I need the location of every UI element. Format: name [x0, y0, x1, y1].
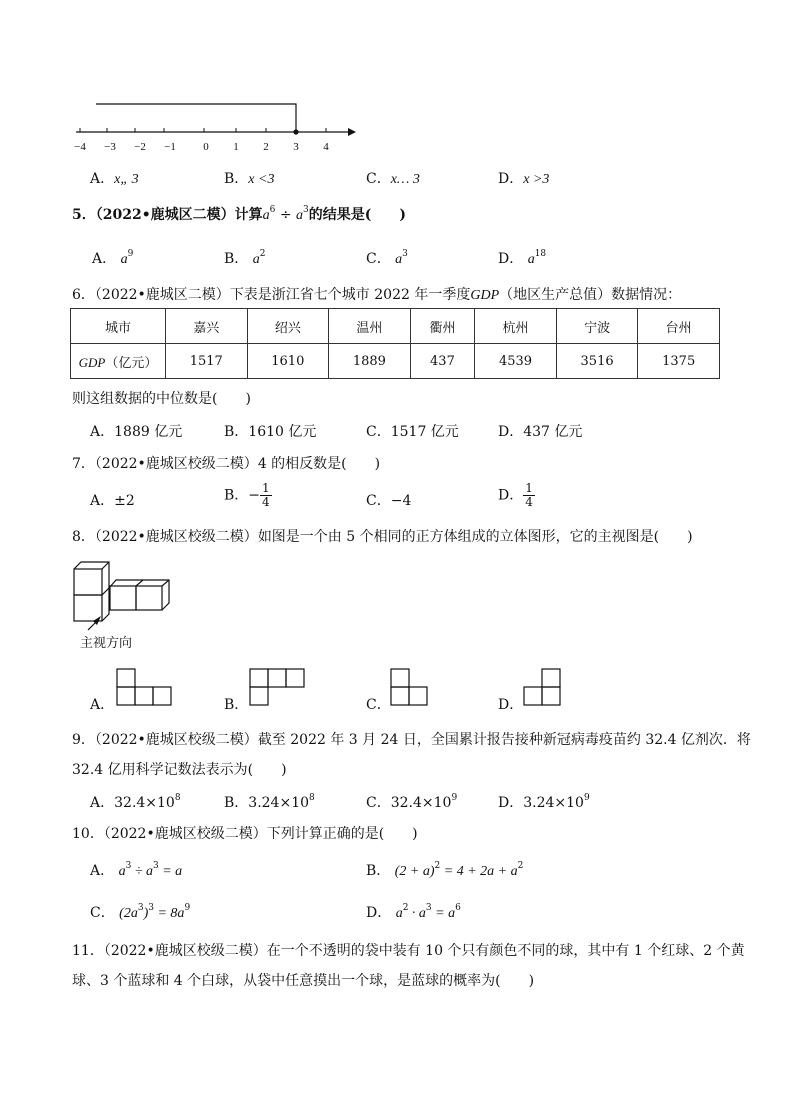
q9-option-c[interactable]: C．$32.4\times 10^9$: [366, 793, 458, 811]
q4-option-c[interactable]: C．x… 3: [366, 171, 420, 187]
q5-option-b[interactable]: B． $a^2$: [224, 249, 266, 267]
q8-option-c-label[interactable]: C．: [366, 697, 391, 713]
table-row: [71, 309, 720, 344]
q8-option-b-figure[interactable]: [249, 667, 307, 707]
q8-option-d-label[interactable]: D．: [498, 697, 524, 713]
fraction: $\frac{1}{4}$: [525, 481, 533, 509]
tick-label: −4: [74, 141, 86, 153]
q9-option-a[interactable]: A．$32.4\times 10^8$: [90, 793, 181, 811]
q8-option-a-label[interactable]: A．: [90, 697, 115, 713]
table-cell: 1610: [247, 344, 329, 379]
q6-option-a[interactable]: A．1889 亿元: [90, 424, 183, 440]
q9-stem-line1: 9．（2022•鹿城区校级二模）截至 2022 年 3 月 24 日，全国累计报告接种新冠病毒疫苗约 32.4 亿剂次．将: [72, 732, 751, 748]
q10-stem: 10．（2022•鹿城区校级二模）下列计算正确的是( ): [72, 826, 418, 842]
q7-stem: 7．（2022•鹿城区校级二模）4 的相反数是( ): [72, 456, 381, 472]
view-direction-label: 主视方向: [80, 636, 133, 651]
q11-stem-line1: 11．（2022•鹿城区校级二模）在一个不透明的袋中装有 10 个只有颜色不同的球，其中有 1 个红球、2 个黄: [72, 943, 745, 959]
table-header-cell: 杭州: [475, 309, 557, 344]
q10-option-b[interactable]: B． $(2 + a)^2 = 4 + 2a + a^2$: [366, 861, 524, 879]
q11-stem-line2: 球、3 个蓝球和 4 个白球，从袋中任意摸出一个球，是蓝球的概率为( ): [72, 973, 535, 989]
q10-option-a[interactable]: A． $a^3 \div a^3 = a$: [90, 861, 183, 879]
q6-followup: 则这组数据的中位数是( ): [72, 391, 251, 407]
q9-option-d[interactable]: D．$3.24\times 10^9$: [498, 793, 590, 811]
q10-option-c[interactable]: C． $(2a^3)^3 = 8a^9$: [90, 903, 191, 921]
q6-option-d[interactable]: D．437 亿元: [498, 424, 583, 440]
q8-option-a-figure[interactable]: [116, 667, 174, 707]
tick-label: 2: [263, 141, 269, 153]
q8-option-d-figure[interactable]: [523, 667, 563, 707]
q6-stem: 6．（2022•鹿城区二模）下表是浙江省七个城市 2022 年一季度GDP（地区生产总值）数据情况：: [72, 287, 682, 303]
q7-option-d[interactable]: D． $\frac{1}{4}$: [498, 481, 533, 509]
q8-option-c-figure[interactable]: [390, 667, 430, 707]
gdp-table: [70, 308, 720, 379]
table-header-cell: 宁波: [556, 309, 638, 344]
q5-option-a[interactable]: A． $a^9$: [92, 249, 134, 267]
table-cell: 1517: [166, 344, 248, 379]
q6-option-c[interactable]: C．1517 亿元: [366, 424, 459, 440]
tick-label: −3: [104, 141, 116, 153]
tick-label: 3: [293, 141, 299, 153]
q5-option-d[interactable]: D． $a^{18}$: [498, 249, 547, 267]
q8-stem: 8．（2022•鹿城区校级二模）如图是一个由 5 个相同的正方体组成的立体图形，它的主视图是( ): [72, 529, 693, 545]
q5-stem: 5．（2022•鹿城区二模）计算$a^6 \div a^3$的结果是( ): [72, 205, 407, 223]
q8-option-b-label[interactable]: B．: [224, 697, 249, 713]
q4-option-d[interactable]: D．x >3: [498, 171, 550, 187]
solid-point: [293, 129, 298, 134]
q4-option-a[interactable]: A．x„ 3: [90, 171, 139, 187]
tick-label: 4: [323, 141, 329, 153]
q10-option-d[interactable]: D． $a^2 \cdot a^3 = a^6$: [366, 903, 461, 921]
table-header-cell: 嘉兴: [166, 309, 248, 344]
q4-option-b[interactable]: B．x <3: [224, 171, 275, 187]
tick-label: −2: [134, 141, 146, 153]
axis-ticks: [80, 128, 326, 132]
table-cell: 1375: [638, 344, 720, 379]
table-header-cell: 温州: [329, 309, 411, 344]
q7-option-a[interactable]: A．±2: [90, 493, 135, 509]
tick-label: 1: [233, 141, 239, 153]
table-cell: 437: [410, 344, 475, 379]
q9-option-b[interactable]: B．$3.24\times 10^8$: [224, 793, 315, 811]
tick-label: 0: [203, 141, 209, 153]
axis-arrow-icon: [348, 128, 356, 136]
table-cell: 4539: [475, 344, 557, 379]
table-header-cell: 绍兴: [247, 309, 329, 344]
q7-option-b[interactable]: B．− $\frac{1}{4}$: [224, 481, 270, 509]
table-cell: 1889: [329, 344, 411, 379]
cube-figure: [72, 560, 182, 632]
table-header-cell: 城市: [71, 309, 166, 344]
q6-option-b[interactable]: B．1610 亿元: [224, 424, 317, 440]
q9-stem-line2: 32.4 亿用科学记数法表示为( ): [72, 762, 287, 778]
table-cell: 3516: [556, 344, 638, 379]
q7-option-c[interactable]: C．−4: [366, 493, 412, 509]
tick-label: −1: [164, 141, 176, 153]
number-line-figure: [66, 96, 356, 160]
table-header-cell: 衢州: [410, 309, 475, 344]
fraction: $\frac{1}{4}$: [262, 481, 270, 509]
table-row: [71, 344, 720, 379]
table-header-cell: 台州: [638, 309, 720, 344]
solution-bracket: [96, 104, 296, 132]
q5-option-c[interactable]: C． $a^3$: [366, 249, 408, 267]
row-label-cell: GDP（亿元）: [71, 344, 166, 379]
